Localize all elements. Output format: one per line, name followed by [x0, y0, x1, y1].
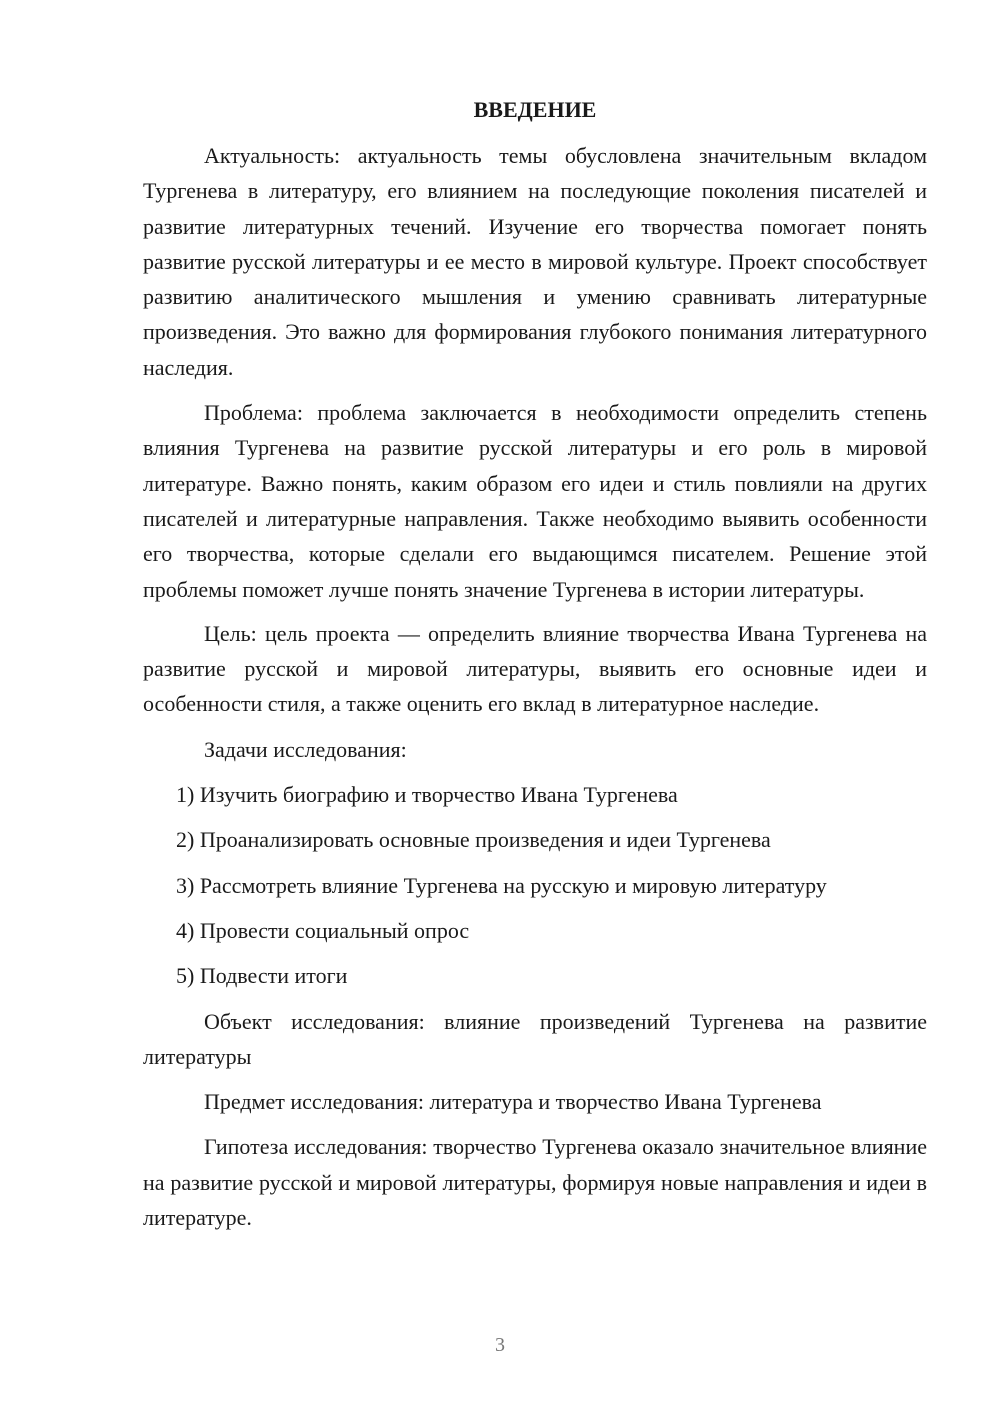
- tasks-heading: Задачи исследования:: [204, 736, 407, 762]
- task-item: 3) Рассмотреть влияние Тургенева на русскую и мировую литературу: [176, 872, 827, 898]
- task-item: 2) Проанализировать основные произведения и идеи Тургенева: [176, 827, 771, 853]
- task-item: 1) Изучить биографию и творчество Ивана Тургенева: [176, 782, 678, 808]
- problem-paragraph: Проблема: проблема заключается в необходимости определить степень влияния Тургенева на развитие русской литературы и его роль в мировой литературе. Важно понять, каким образом его идеи и стиль повлияли на других писателей и литературные направления. Также необходимо выявить особенности его творчества, которые сделали его выдающимся писателем. Решение этой проблемы поможет лучше понять значение Тургенева в истории литературы.: [143, 400, 927, 602]
- subject-paragraph: Предмет исследования: литература и творчество Ивана Тургенева: [204, 1089, 822, 1115]
- page-number: 3: [495, 1334, 505, 1356]
- object-paragraph: Объект исследования: влияние произведений Тургенева на развитие литературы: [143, 1008, 927, 1069]
- document-body: [143, 94, 927, 1235]
- task-item: 5) Подвести итоги: [176, 963, 348, 989]
- relevance-paragraph: Актуальность: актуальность темы обусловлена значительным вкладом Тургенева в литературу, его влиянием на последующие поколения писателей и развитие литературных течений. Изучение его творчества помогает понять развитие русской литературы и ее место в мировой культуре. Проект способствует развитию аналитического мышления и умению сравнивать литературные произведения. Это важно для формирования глубокого понимания литературного наследия.: [143, 143, 927, 380]
- goal-paragraph: Цель: цель проекта — определить влияние творчества Ивана Тургенева на развитие русской и мировой литературы, выявить его основные идеи и особенности стиля, а также оценить его вклад в литературное наследие.: [143, 620, 927, 717]
- tasks-list: [143, 777, 927, 993]
- hypothesis-paragraph: Гипотеза исследования: творчество Тургенева оказало значительное влияние на развитие русской и мировой литературы, формируя новые направления и идеи в литературе.: [143, 1134, 927, 1231]
- section-title: ВВЕДЕНИЕ: [473, 97, 597, 122]
- task-item: 4) Провести социальный опрос: [176, 917, 470, 943]
